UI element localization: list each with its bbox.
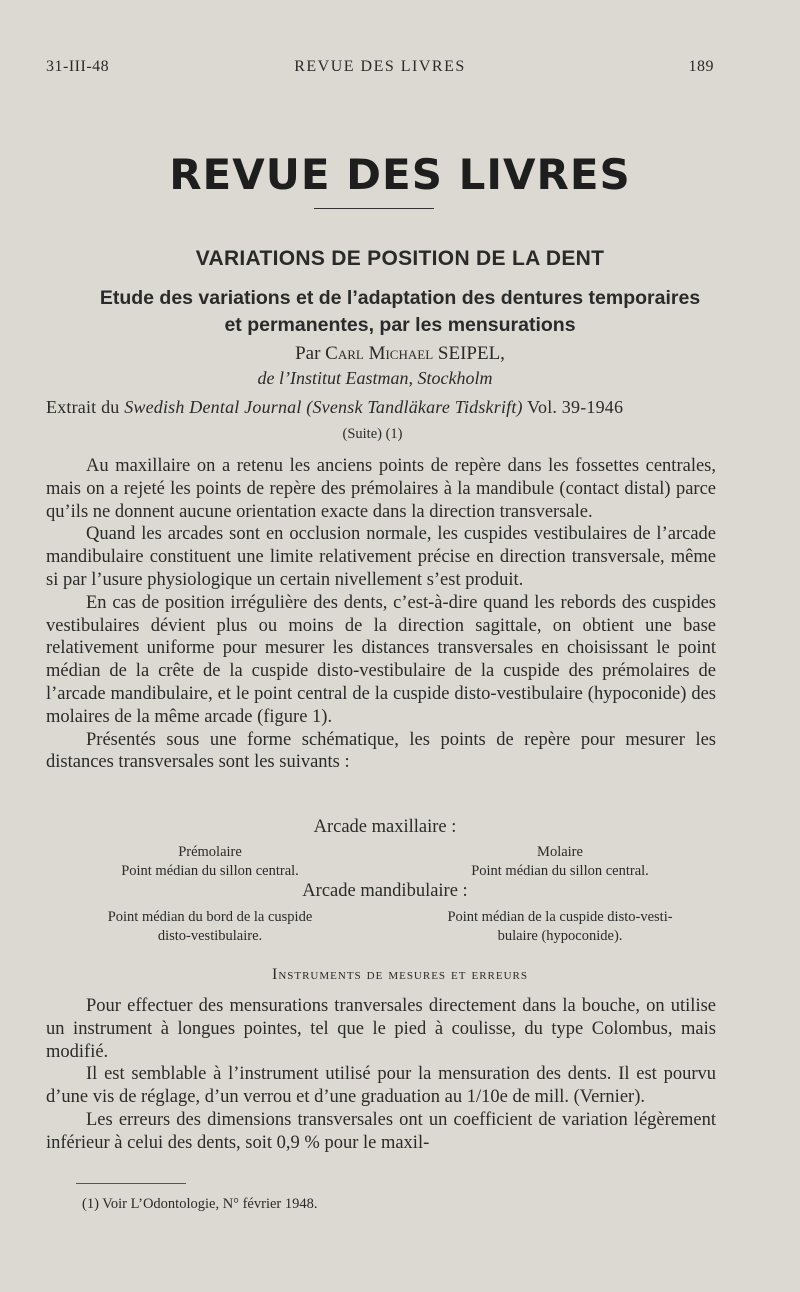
extract-volume: Vol. 39-1946 [527, 397, 624, 417]
mandibulaire-right-point [400, 908, 720, 946]
running-head [46, 58, 714, 80]
arcade-mandibulaire-heading: Arcade mandibulaire : [302, 881, 468, 901]
article-subtitle [40, 285, 760, 339]
page-title: REVUE DES LIVRES [169, 150, 631, 199]
subtitle-line-1: Etude des variations et de l’adaptation des dentures temporaires [99, 287, 701, 309]
paragraph: Au maxillaire on a retenu les anciens points de repère dans les fossettes centrales, mais on a rejeté les points de repère des prémolaires à la mandibule (contact distal) parce qu’ils ne donnent aucune orientation exacte dans la direction transversale. [46, 456, 716, 522]
footnote-divider [76, 1183, 186, 1184]
arcade-maxillaire-heading: Arcade maxillaire : [313, 817, 457, 837]
mandibulaire-left-line-1: Point médian du bord de la cuspide [107, 909, 313, 925]
paragraph: Il est semblable à l’instrument utilisé pour la mensuration des dents. Il est pourvu d’une vis de réglage, d’un verrou et d’une graduation au 1/10e de mill. (Vernier). [46, 1064, 716, 1108]
footnote: (1) Voir L’Odontologie, N° février 1948. [82, 1196, 318, 1212]
section-heading: Instruments de mesures et erreurs [271, 966, 529, 983]
author-institute: de l’Institut Eastman, Stockholm [257, 368, 493, 388]
extract-journal-alt: (Svensk Tandläkare Tidskrift) [306, 397, 523, 417]
molaire-label: Molaire [537, 844, 583, 860]
extract-journal: Swedish Dental Journal [124, 397, 302, 417]
extract-prefix: Extrait du [46, 397, 120, 417]
body-text-1 [46, 455, 716, 774]
mandibulaire-right-line-2: bulaire (hypoconide). [497, 928, 623, 944]
running-head-title: REVUE DES LIVRES [294, 58, 466, 75]
title-divider [314, 208, 434, 209]
author-given-names: Carl Michael [325, 343, 434, 364]
running-head-date: 31-III-48 [46, 58, 110, 75]
paragraph: En cas de position irrégulière des dents, c’est-à-dire quand les rebords des cuspides vestibulaires dévient plus ou moins de la direction sagittale, on obtient une base relativement uniforme pour mesurer les distances transversales en choisissant le point médian de la crête de la cuspide disto-vestibulaire de la cuspide des prémolaires de l’arcade mandibulaire, et le point central de la cuspide disto-vestibulaire (hypoconide) des molaires de la même arcade (figure 1). [46, 592, 716, 727]
mandibulaire-left-point [40, 908, 380, 946]
author-line [0, 343, 800, 365]
mandibulaire-right-line-1: Point médian de la cuspide disto-vesti- [447, 909, 673, 925]
premolaire-label: Prémolaire [178, 844, 242, 860]
author-surname: SEIPEL, [437, 343, 505, 364]
page-number: 189 [688, 58, 714, 75]
paragraph: Pour effectuer des mensurations tranversales directement dans la bouche, on utilise un instrument à longues pointes, tel que le pied à coulisse, du type Colombus, mais modifié. [46, 996, 716, 1062]
premolaire-point: Point médian du sillon central. [121, 863, 299, 879]
author-prefix: Par [295, 343, 321, 364]
article-title: VARIATIONS DE POSITION DE LA DENT [195, 247, 605, 270]
subtitle-line-2: et permanentes, par les mensurations [224, 314, 576, 336]
body-text-2 [46, 995, 716, 1155]
molaire-point: Point médian du sillon central. [471, 863, 649, 879]
extract-line [46, 397, 766, 418]
suite-note: (Suite) (1) [342, 426, 403, 442]
paragraph: Présentés sous une forme schématique, les points de repère pour mesurer les distances transversales sont les suivants : [46, 729, 716, 773]
mandibulaire-left-line-2: disto-vestibulaire. [157, 928, 263, 944]
paragraph: Les erreurs des dimensions transversales ont un coefficient de variation légèrement inférieur à celui des dents, soit 0,9 % pour le maxil- [46, 1109, 716, 1153]
paragraph: Quand les arcades sont en occlusion normale, les cuspides vestibulaires de l’arcade mandibulaire constituent une limite relativement précise en direction transversale, même si par l’usure physiologique un certain nivellement s’est produit. [46, 524, 716, 590]
